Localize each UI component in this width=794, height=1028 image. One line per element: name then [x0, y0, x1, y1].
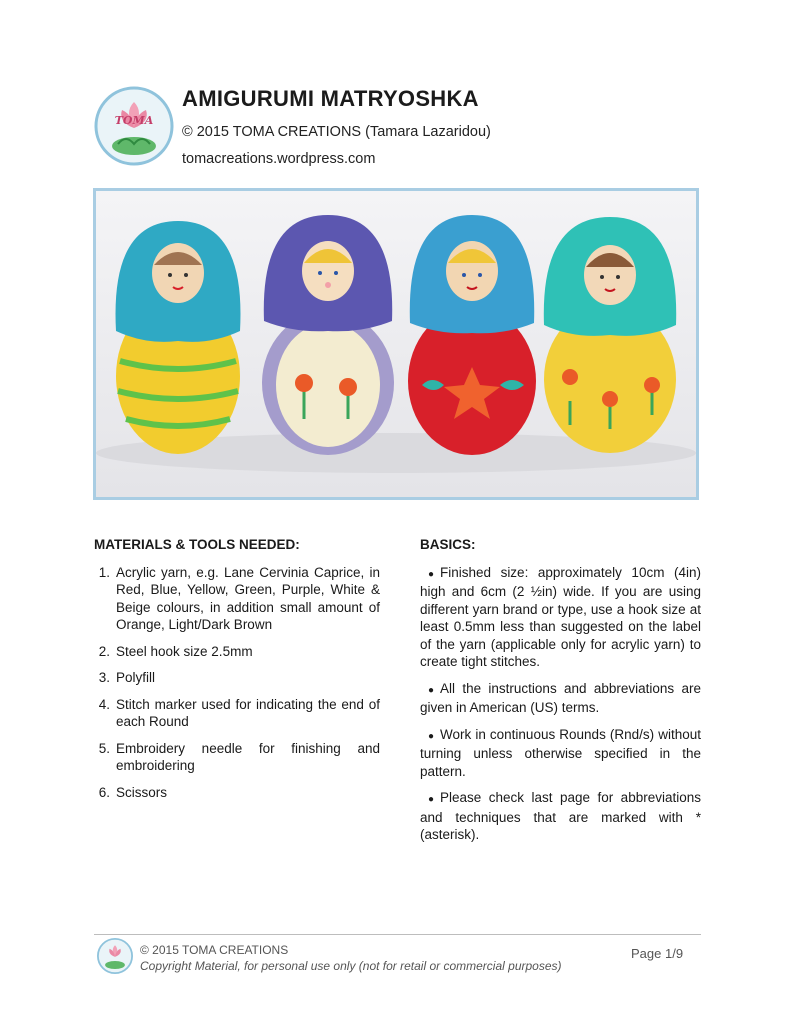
bullet-icon: ● — [428, 568, 435, 580]
product-photo — [93, 188, 699, 500]
list-item — [420, 564, 701, 671]
list-text: Polyfill — [116, 670, 156, 685]
list-text: Stitch marker used for indicating the end of each Round — [116, 696, 380, 729]
list-number: 1. — [98, 564, 110, 580]
page-title: AMIGURUMI MATRYOSHKA — [182, 86, 479, 111]
list-text: Embroidery needle for finishing and embroidering — [116, 740, 380, 773]
list-item — [94, 696, 380, 731]
list-number: 5. — [98, 740, 110, 756]
list-text: Steel hook size 2.5mm — [116, 643, 253, 659]
basics-section — [420, 536, 701, 853]
list-number: 2. — [98, 643, 110, 659]
doll-red-blue — [408, 215, 536, 455]
doll-purple-white — [262, 215, 394, 455]
list-item — [94, 669, 380, 687]
footer-note: Copyright Material, for personal use only (not for retail or commercial purposes) — [140, 959, 562, 973]
list-text: Scissors — [116, 784, 168, 800]
bullet-icon: ● — [428, 730, 435, 742]
list-item — [94, 643, 380, 661]
list-item — [94, 784, 380, 802]
materials-section — [94, 536, 380, 810]
website-link[interactable]: tomacreations.wordpress.com — [182, 151, 376, 167]
footer-divider — [94, 934, 701, 935]
svg-text:TOMA: TOMA — [114, 114, 154, 127]
list-text: All the instructions and abbreviations are given in American (US) terms. — [420, 680, 701, 715]
list-text: Work in continuous Rounds (Rnd/s) without turning unless otherwise specified in the pattern. — [420, 726, 701, 779]
materials-list — [94, 564, 380, 802]
list-item — [420, 680, 701, 717]
list-text: Please check last page for abbreviations and techniques that are marked with *(asterisk). — [420, 790, 701, 842]
list-text: Acrylic yarn, e.g. Lane Cervinia Caprice, in Red, Blue, Yellow, Green, Purple, White & Beige colours, in addition small amount of Orange, Light/Dark Brown — [116, 564, 380, 632]
basics-heading: BASICS: — [420, 537, 476, 552]
copyright-line: © 2015 TOMA CREATIONS (Tamara Lazaridou) — [182, 124, 491, 140]
footer-copyright: © 2015 TOMA CREATIONS — [140, 943, 289, 957]
page-number: Page 1/9 — [631, 946, 684, 961]
doll-yellow-green — [116, 221, 241, 454]
list-text: Finished size: approximately 10cm (4in) high and 6cm (2 ½in) wide. If you are using different yarn brand or type, use a hook size at least 0.5mm less than suggested on the label of the yarn (applicable only for acrylic yarn) to create tight stitches. — [420, 564, 701, 669]
list-number: 4. — [98, 696, 110, 712]
materials-heading: MATERIALS & TOOLS NEEDED: — [94, 537, 300, 552]
bullet-icon: ● — [428, 794, 435, 805]
footer-logo — [97, 938, 133, 974]
list-item — [420, 726, 701, 781]
toma-creations-logo — [94, 86, 174, 166]
bullet-icon: ● — [428, 684, 435, 696]
list-number: 3. — [98, 670, 110, 685]
doll-teal-yellow — [544, 217, 676, 453]
list-item — [420, 789, 701, 844]
list-number: 6. — [98, 784, 110, 800]
list-item — [94, 564, 380, 634]
list-item — [94, 740, 380, 775]
matryoshka-dolls-image — [96, 191, 696, 497]
